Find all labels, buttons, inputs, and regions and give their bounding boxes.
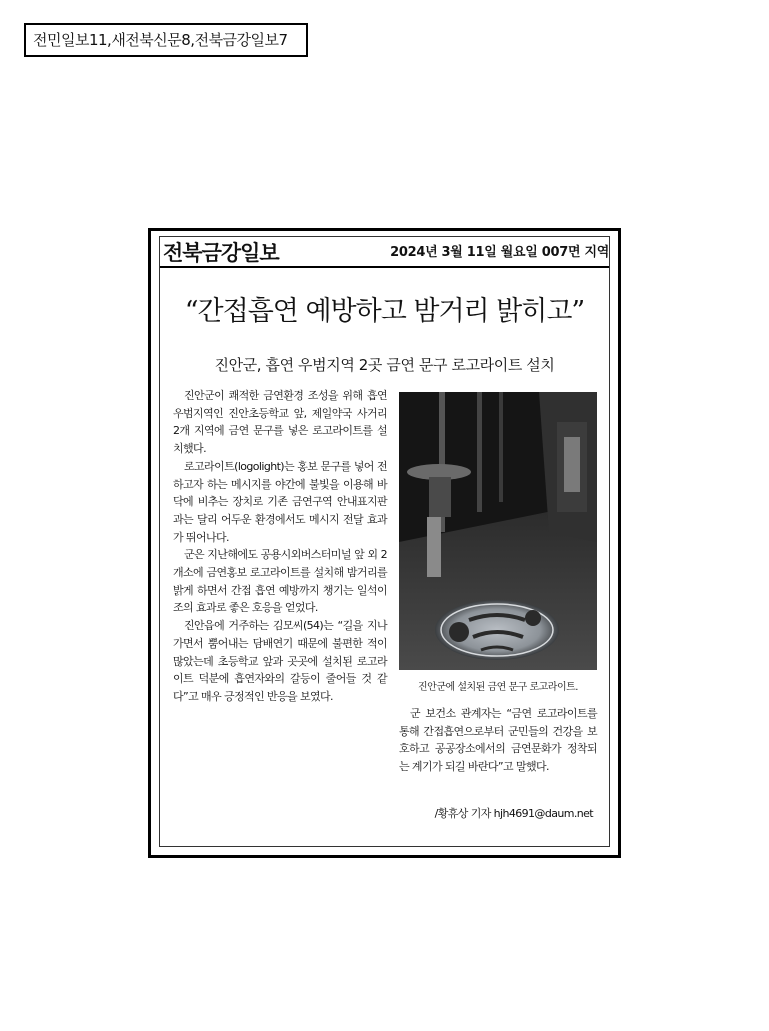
article-column-right: [399, 705, 597, 776]
article-paragraph: 로고라이트(logolight)는 홍보 문구를 넣어 전하고자 하는 메시지를 야간에 불빛을 이용해 바닥에 비추는 장치로 기존 금연구역 안내표지판과는 달리 어두운 환경에서도 메시지 전달 효과가 뛰어나다.: [173, 459, 387, 544]
article-paragraph: 진안읍에 거주하는 김모씨(54)는 “길을 지나가면서 뿜어내는 담배연기 때문에 불편한 적이 많았는데 초등학교 앞과 곳곳에 설치된 로고라이트 덕분에 흡연자와의 갈등이 줄어들 것 같다”고 매우 긍정적인 반응을 보였다.: [173, 619, 387, 703]
photo-caption: 진안군에 설치된 금연 문구 로고라이트.: [418, 682, 578, 693]
subheadline: 진안군, 흡연 우범지역 2곳 금연 문구 로고라이트 설치: [214, 356, 555, 374]
issue-info: 2024년 3월 11일 월요일 007면 지역: [390, 245, 609, 260]
street-night-photo: [399, 392, 597, 670]
header-rule: [160, 266, 609, 268]
article-paragraph: 군은 지난해에도 공용시외버스터미널 앞 외 2개소에 금연홍보 로고라이트를 설치해 밤거리를 밝게 하면서 간접 흡연 예방까지 챙기는 일석이조의 효과로 좋은 호응을 얻었다.: [173, 548, 387, 615]
logo-light-photo: [399, 392, 597, 670]
article-paragraph: 진안군이 쾌적한 금연환경 조성을 위해 흡연 우범지역인 진안초등학교 앞, 제일약국 사거리 2개 지역에 금연 문구를 넣은 로고라이트를 설치했다.: [173, 389, 387, 456]
newspaper-clipping: [148, 228, 621, 858]
article-paragraph: 군 보건소 관계자는 “금연 로고라이트를 통해 간접흡연으로부터 군민들의 건강을 보호하고 공공장소에서의 금연문화가 정착되는 계기가 되길 바란다”고 말했다.: [399, 707, 597, 774]
paper-name: 전북금강일보: [163, 241, 279, 265]
reporter-byline: /황휴상 기자 hjh4691@daum.net: [434, 807, 593, 820]
headline: “간접흡연 예방하고 밤거리 밝히고”: [184, 296, 585, 327]
source-tag: 전민일보11,새전북신문8,전북금강일보7: [24, 23, 308, 57]
article-column-left: [173, 387, 387, 706]
clipping-frame: [159, 236, 610, 847]
